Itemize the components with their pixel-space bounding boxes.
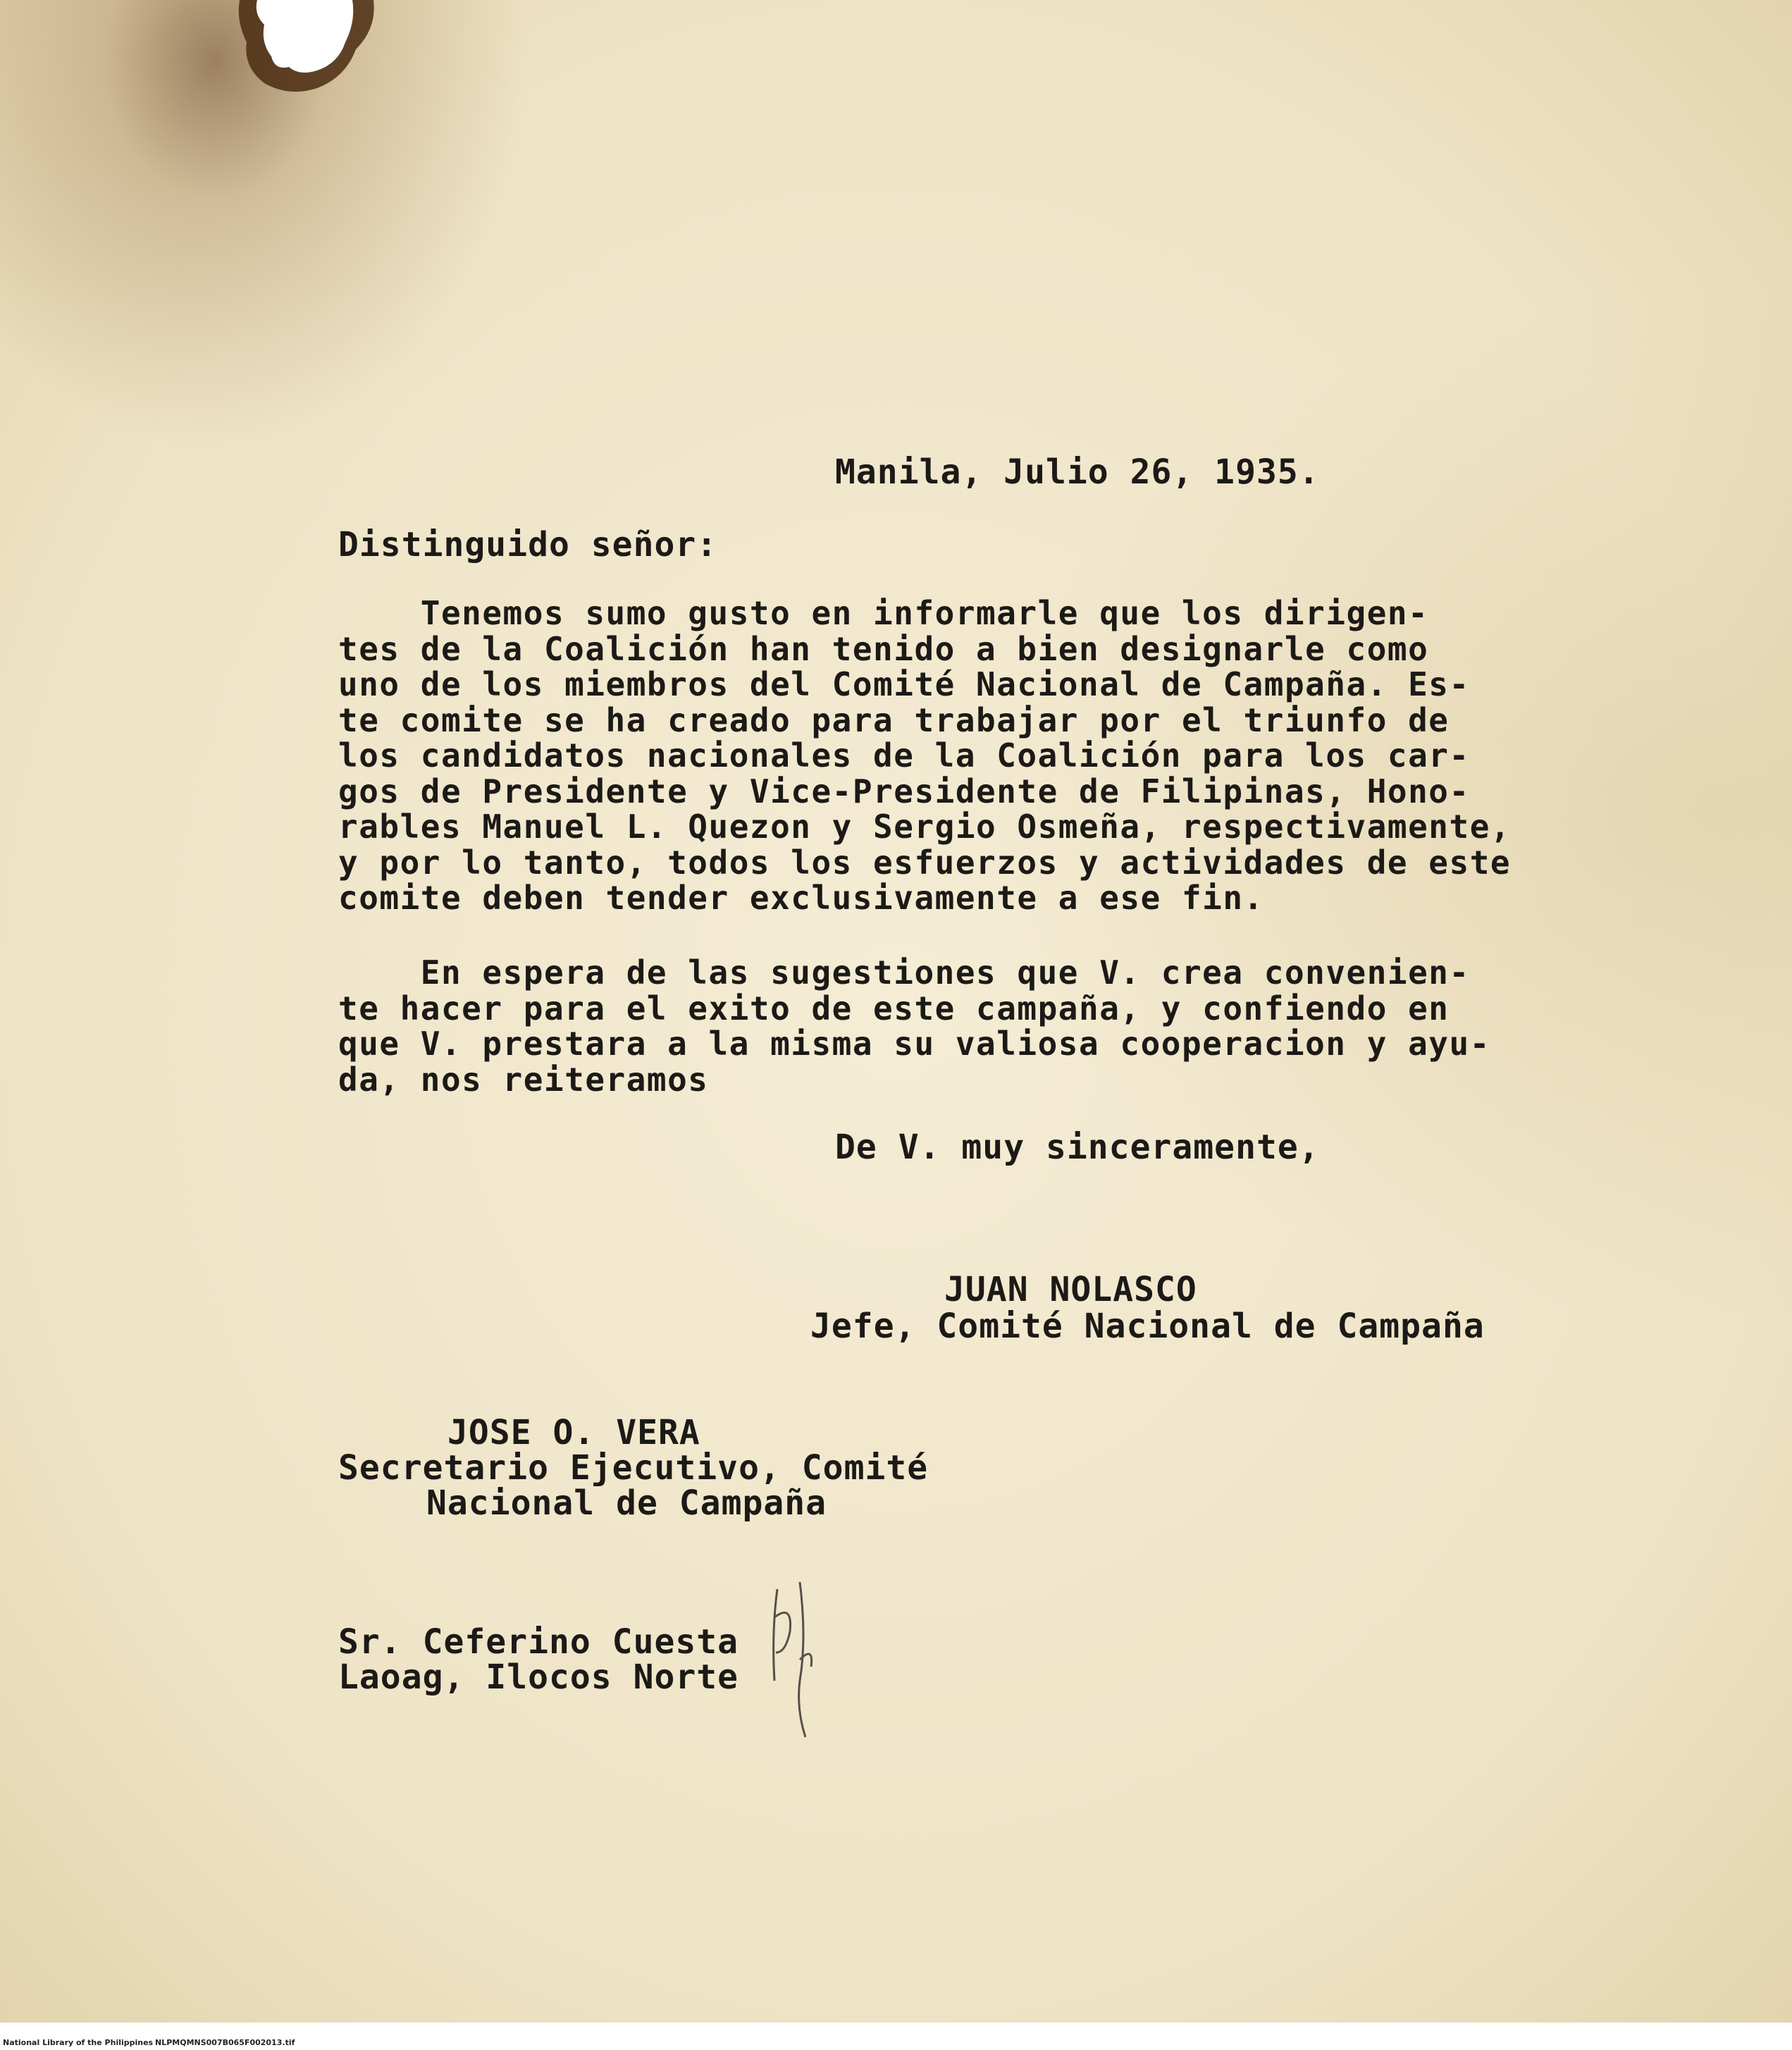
paragraph-line: uno de los miembros del Comité Nacional de Campaña. Es- — [338, 665, 1470, 703]
paragraph-line: da, nos reiteramos — [338, 1060, 709, 1099]
paragraph-line: comite deben tender exclusivamente a ese fin. — [338, 879, 1264, 917]
paragraph-line: te hacer para el exito de este campaña, y confiendo en — [338, 989, 1450, 1027]
paragraph-line: rables Manuel L. Quezon y Sergio Osmeña, respectivamente, — [338, 808, 1512, 846]
paragraph-line: En espera de las sugestiones que V. crea convenien- — [338, 953, 1470, 992]
paragraph-line: y por lo tanto, todos los esfuerzos y actividades de este — [338, 843, 1512, 882]
library-label: National Library of the Philippines — [3, 2038, 154, 2047]
file-id-label: NLPMQMNS007B065F002013.tif — [155, 2038, 295, 2047]
addressee-place: Laoag, Ilocos Norte — [338, 1657, 739, 1697]
body-paragraph-1 — [338, 595, 1511, 916]
paragraph-line: gos de Presidente y Vice-Presidente de Filipinas, Hono- — [338, 772, 1470, 810]
secretary-title-line-2: Nacional de Campaña — [426, 1483, 827, 1523]
secretary-name: JOSE O. VERA — [447, 1413, 700, 1452]
paragraph-line: te comite se ha creado para trabajar por el triunfo de — [338, 700, 1450, 739]
paragraph-line: los candidatos nacionales de la Coalición para los car- — [338, 736, 1470, 774]
closing: De V. muy sinceramente, — [835, 1128, 1320, 1167]
handwritten-initials — [765, 1575, 821, 1744]
archive-footer — [0, 2023, 1792, 2050]
paragraph-line: tes de la Coalición han tenido a bien designarle como — [338, 629, 1429, 668]
signer-name: JUAN NOLASCO — [944, 1270, 1197, 1309]
secretary-title-line-1: Secretario Ejecutivo, Comité — [338, 1448, 929, 1488]
salutation: Distinguido señor: — [338, 525, 718, 564]
burn-hole-mark — [233, 0, 381, 99]
body-paragraph-2 — [338, 955, 1490, 1097]
addressee-name: Sr. Ceferino Cuesta — [338, 1622, 739, 1662]
paragraph-line: que V. prestara a la misma su valiosa cooperacion y ayu- — [338, 1025, 1490, 1063]
letter-date: Manila, Julio 26, 1935. — [835, 452, 1320, 492]
paragraph-line: Tenemos sumo gusto en informarle que los dirigen- — [338, 594, 1429, 632]
signer-title: Jefe, Comité Nacional de Campaña — [810, 1307, 1485, 1346]
